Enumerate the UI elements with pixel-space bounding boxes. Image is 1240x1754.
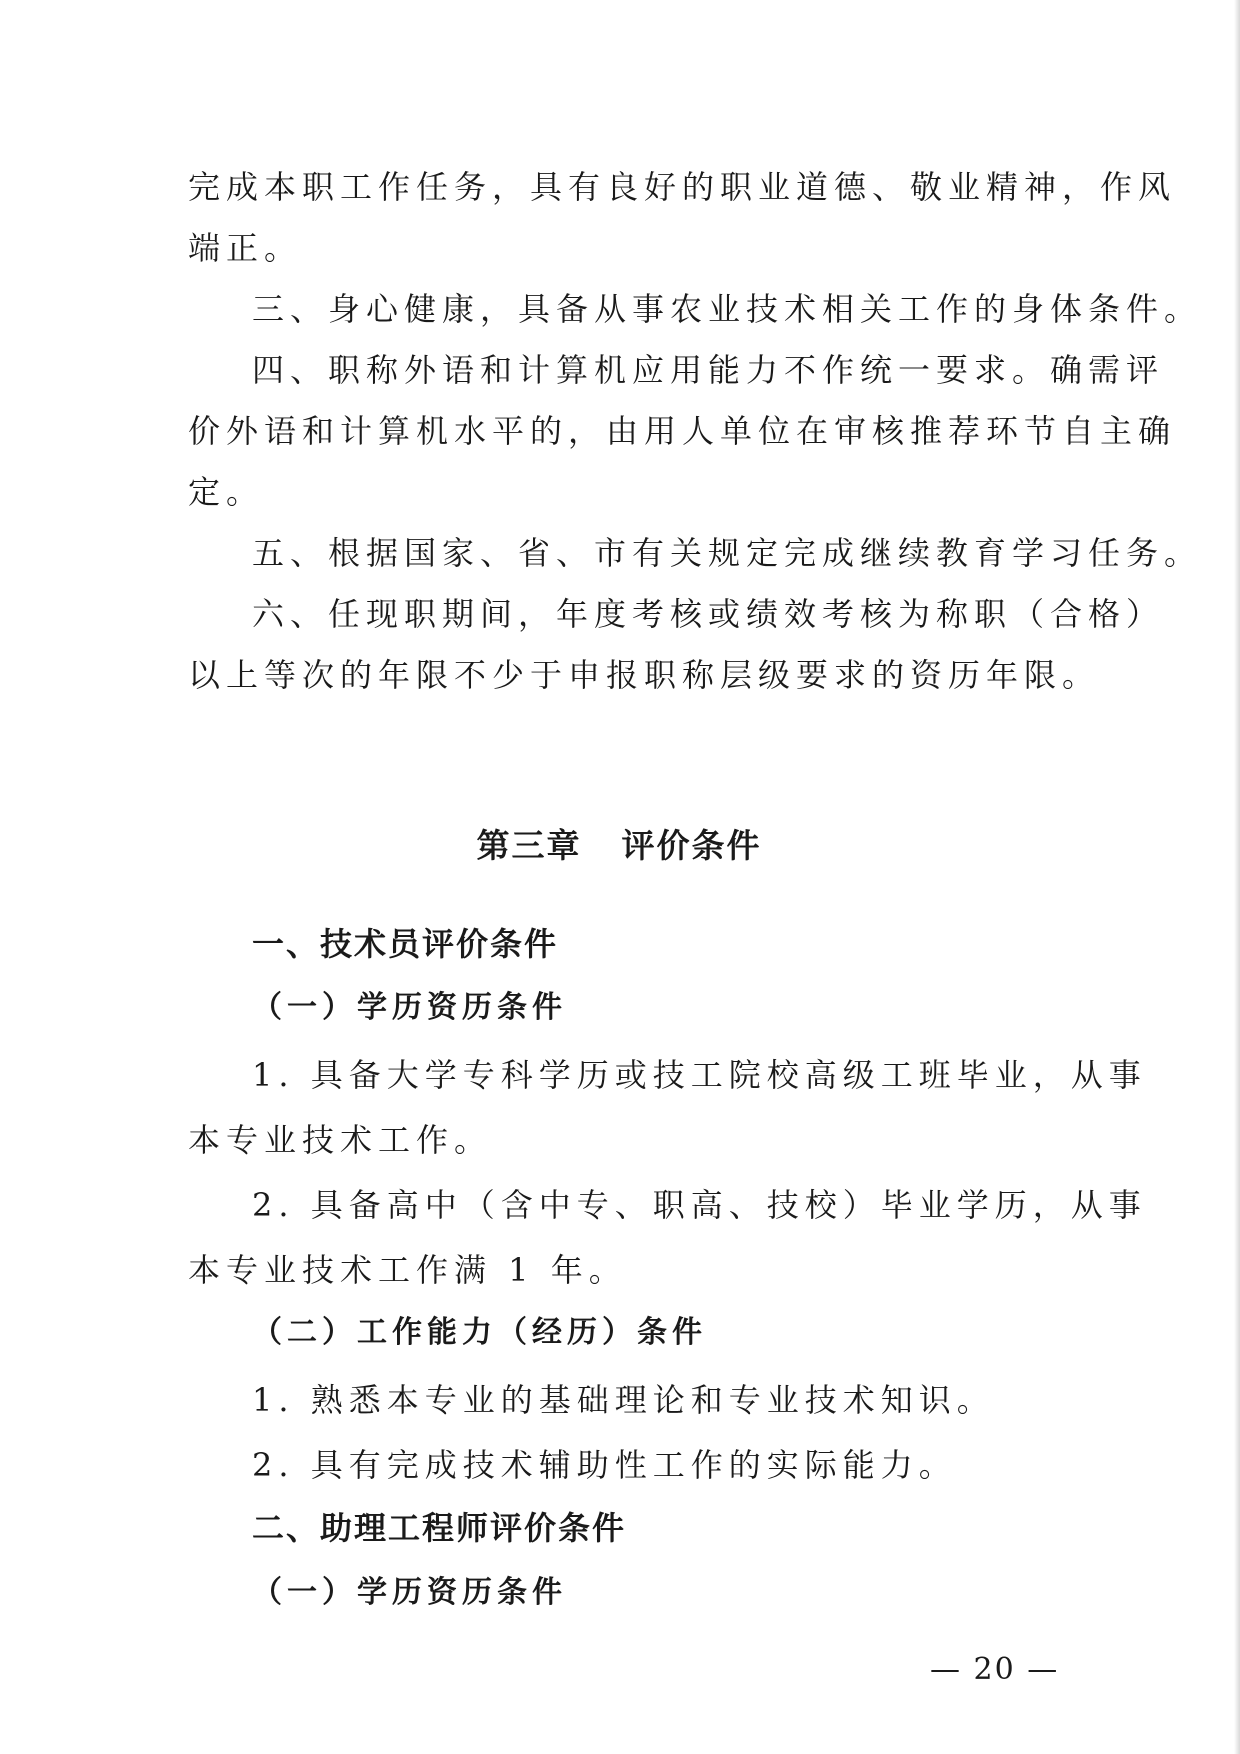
paragraph-line: 定。 <box>188 473 265 511</box>
paragraph-language-computer: 四、职称外语和计算机应用能力不作统一要求。确需评 <box>252 351 1165 389</box>
paragraph-line: 以上等次的年限不少于申报职称层级要求的资历年限。 <box>188 656 1101 694</box>
section-heading-technician: 一、技术员评价条件 <box>252 925 559 963</box>
list-item: 2. 具有完成技术辅助性工作的实际能力。 <box>252 1446 957 1484</box>
chapter-number: 第三章 <box>476 826 582 865</box>
page-edge-shadow <box>1234 0 1240 1754</box>
paragraph-line: 完成本职工作任务，具有良好的职业道德、敬业精神，作风 <box>188 168 1177 206</box>
subsection-heading-education: （一）学历资历条件 <box>252 990 567 1025</box>
list-item: 1. 熟悉本专业的基础理论和专业技术知识。 <box>252 1381 995 1419</box>
chapter-heading <box>188 816 1050 876</box>
subsection-heading-education: （一）学历资历条件 <box>252 1575 567 1610</box>
section-heading-assistant-engineer: 二、助理工程师评价条件 <box>252 1509 627 1547</box>
paragraph-line: 本专业技术工作满 1 年。 <box>188 1251 627 1289</box>
paragraph-continuing-education: 五、根据国家、省、市有关规定完成继续教育学习任务。 <box>252 534 1203 572</box>
paragraph-line: 端正。 <box>188 229 303 267</box>
paragraph-line: 本专业技术工作。 <box>188 1121 493 1159</box>
list-item: 2. 具备高中（含中专、职高、技校）毕业学历，从事 <box>252 1186 1147 1224</box>
page-number: — 20 — <box>930 1652 1060 1687</box>
list-item: 1. 具备大学专科学历或技工院校高级工班毕业，从事 <box>252 1056 1147 1094</box>
subsection-heading-work-ability: （二）工作能力（经历）条件 <box>252 1315 707 1350</box>
paragraph-health: 三、身心健康，具备从事农业技术相关工作的身体条件。 <box>252 290 1203 328</box>
paragraph-line: 价外语和计算机水平的，由用人单位在审核推荐环节自主确 <box>188 412 1177 450</box>
paragraph-assessment: 六、任现职期间，年度考核或绩效考核为称职（合格） <box>252 595 1165 633</box>
chapter-title: 评价条件 <box>621 826 762 865</box>
